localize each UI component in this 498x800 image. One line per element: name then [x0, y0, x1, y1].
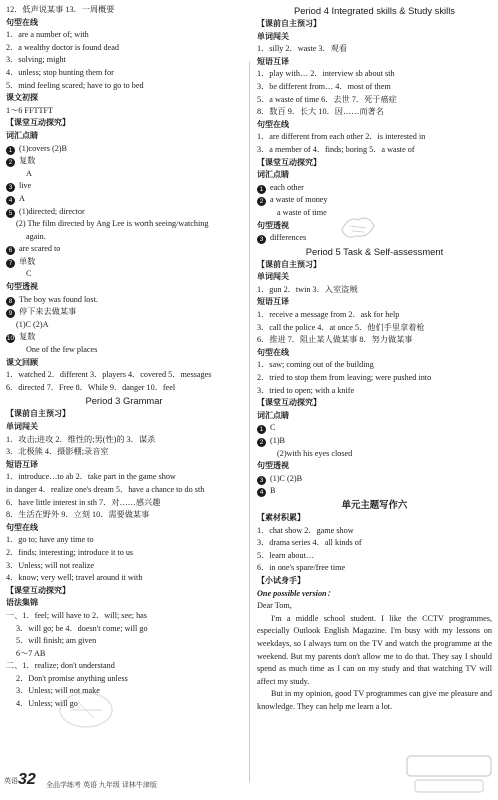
- line-text: Period 3 Grammar: [85, 395, 163, 407]
- answer-line: [257, 359, 492, 372]
- line-text: A: [26, 168, 32, 178]
- line-text: 【课堂互动探究】: [6, 118, 70, 128]
- line-text: 短语互译: [6, 459, 38, 469]
- section-bracket-heading: [257, 575, 492, 588]
- answer-line: [6, 534, 242, 547]
- watermark-icon: [58, 690, 114, 730]
- line-text: 单词闯关: [6, 422, 38, 431]
- answer-line: [6, 344, 242, 357]
- section-heading: [6, 17, 242, 30]
- line-text: 5．a waste of time 6．去世 7．死于癌症: [257, 94, 397, 104]
- answer-line: [6, 685, 242, 698]
- line-text: in danger 4．realize one's dream 5．have a chance to do sth: [6, 484, 205, 494]
- section-bracket-heading: [257, 512, 492, 525]
- answer-line: [257, 525, 492, 538]
- item-number-badge: 1: [257, 185, 266, 194]
- answer-line: [257, 182, 492, 195]
- answer-line: [6, 4, 242, 17]
- line-text: 6～7 AB: [16, 648, 46, 658]
- answer-line: [257, 144, 492, 157]
- line-text: 句型在线: [6, 522, 38, 532]
- line-text: One possible version：: [257, 588, 335, 598]
- answer-line: [257, 106, 492, 119]
- answer-line: [257, 385, 492, 398]
- line-text: again.: [26, 231, 46, 241]
- line-text: A: [19, 193, 25, 203]
- line-text: 12．低声说某事 13．一周概要: [6, 5, 115, 14]
- answer-line: [257, 435, 492, 448]
- answer-line: [257, 422, 492, 435]
- section-heading: [6, 357, 242, 370]
- item-number-badge: 5: [6, 209, 15, 218]
- answer-line: [6, 382, 242, 395]
- line-text: 1．watched 2．different 3．players 4．covered 5．messages: [6, 370, 212, 380]
- answer-line: [6, 193, 242, 206]
- line-text: 3．solving; might: [6, 55, 66, 65]
- item-number-badge: 1: [6, 146, 15, 155]
- item-number-badge: 2: [257, 197, 266, 206]
- line-text: a waste of time: [277, 207, 327, 217]
- line-text: 一、1．feel; will have to 2．will; see; has: [6, 610, 147, 620]
- section-heading: [257, 410, 492, 423]
- line-text: (1)B: [270, 436, 286, 445]
- line-text: 2．a wealthy doctor is found dead: [6, 42, 120, 52]
- answer-line: [6, 218, 242, 231]
- line-text: 5．mind feeling scared; have to go to bed: [6, 80, 144, 90]
- line-text: C: [270, 423, 276, 433]
- line-text: 课文初探: [6, 93, 38, 103]
- line-text: 1．攻击;进攻 2．维性的;男(性)的 3．谋杀: [6, 434, 156, 444]
- answer-line: [6, 623, 242, 636]
- answer-line: [6, 294, 242, 307]
- answer-line: [257, 600, 492, 613]
- answer-line: [6, 673, 242, 686]
- line-text: 3．Unless; will not realize: [6, 560, 94, 570]
- answer-line: [6, 471, 242, 484]
- item-number-badge: 1: [257, 425, 266, 434]
- answer-line: [257, 284, 492, 297]
- section-bracket-heading: [257, 397, 492, 410]
- section-heading: [257, 56, 492, 69]
- answer-line: [6, 698, 242, 711]
- line-text: 2．Don't promise anything unless: [16, 673, 128, 683]
- line-text: 3．drama series 4．all kinds of: [257, 538, 362, 548]
- line-text: 句型透视: [257, 461, 289, 471]
- line-text: 句型透视: [6, 282, 38, 292]
- line-text: 8．数百 9．长大 10．因……而著名: [257, 107, 384, 117]
- right-column: [257, 4, 492, 713]
- line-text: 4．Unless; will go: [16, 699, 78, 709]
- answer-line: [6, 660, 242, 673]
- line-text: 复数: [19, 332, 36, 342]
- line-text: 1．saw; coming out of the building: [257, 360, 374, 370]
- line-text: B: [270, 486, 276, 496]
- line-text: 2．tried to stop them from leaving; were pushed into: [257, 373, 432, 383]
- answer-line: [257, 485, 492, 498]
- letter-paragraph: I'm a middle school student. I like the CCTV programmes, especially Outlook English Magazine. I'm busy with my lessons on weekdays, so I always turn on the TV and watch the programme at the weekend. But my parents don't allow me to do that. They say I should spend as much time as I can on my study and that watching TV will affect my study.: [257, 613, 492, 686]
- answer-line: [6, 206, 242, 219]
- answer-line: [257, 309, 492, 322]
- period-title: [257, 4, 492, 18]
- answer-line: [6, 42, 242, 55]
- line-text: 1．receive a message from 2．ask for help: [257, 310, 400, 320]
- book-title: 全品学练考 英语 九年级 译林牛津版: [46, 782, 157, 789]
- period-title: [257, 245, 492, 259]
- line-text: (2) The film directed by Ang Lee is worth seeing/watching: [16, 219, 209, 229]
- section-heading: [6, 522, 242, 535]
- line-text: 二、1．realize; don't understand: [6, 661, 115, 671]
- item-number-badge: 2: [257, 438, 266, 447]
- answer-line: [6, 434, 242, 447]
- item-number-badge: 3: [6, 183, 15, 192]
- line-text: 1～6 FFTTFT: [6, 105, 54, 115]
- answer-line: [6, 331, 242, 344]
- section-heading: [6, 281, 242, 294]
- answer-line: [6, 369, 242, 382]
- line-text: 课文回顾: [6, 357, 38, 367]
- answer-line: [6, 446, 242, 459]
- answer-line: [257, 334, 492, 347]
- line-text: 【素材积累】: [257, 512, 305, 522]
- line-text: are scared to: [19, 244, 61, 254]
- line-text: Dear Tom,: [257, 601, 292, 611]
- answer-line: [257, 448, 492, 461]
- page-footer: [4, 771, 494, 794]
- line-text: 8．生活在野外 9．立刻 10．需要做某事: [6, 510, 150, 520]
- answer-line: [6, 231, 242, 244]
- line-text: 【课前自主预习】: [257, 19, 321, 28]
- line-text: 【课堂互动探究】: [257, 398, 321, 408]
- section-heading: [257, 347, 492, 360]
- line-text: 【课堂互动探究】: [6, 585, 70, 595]
- section-heading: [6, 421, 242, 434]
- answer-line: [257, 562, 492, 575]
- page-number: 32: [18, 771, 36, 788]
- section-heading: [257, 119, 492, 132]
- section-bracket-heading: [6, 117, 242, 130]
- answer-line: [6, 509, 242, 522]
- answer-line: [6, 80, 242, 93]
- line-text: 【课前自主预习】: [257, 259, 321, 269]
- period-title: [257, 498, 492, 512]
- line-text: C: [26, 269, 32, 279]
- answer-line: [6, 560, 242, 573]
- section-bracket-heading: [6, 408, 242, 421]
- line-text: 词汇点睛: [257, 410, 289, 420]
- line-text: 1．go to; have any time to: [6, 535, 94, 545]
- column-divider: [249, 62, 250, 782]
- item-number-badge: 8: [6, 297, 15, 306]
- section-heading: [6, 459, 242, 472]
- answer-line: [6, 180, 242, 193]
- item-number-badge: 4: [6, 196, 15, 205]
- line-text: 4．unless; stop hunting them for: [6, 67, 114, 77]
- line-text: 1．chat show 2．game show: [257, 525, 354, 535]
- section-heading: [6, 130, 242, 143]
- line-text: 句型透视: [257, 220, 289, 230]
- letter-paragraph: But in my opinion, good TV programmes can give me pleasure and knowledge. They can help me learn a lot.: [257, 689, 492, 711]
- answer-line: [6, 67, 242, 80]
- line-text: 1．are a number of; with: [6, 30, 89, 40]
- answer-line: [6, 29, 242, 42]
- answer-line: [6, 306, 242, 319]
- answer-line: [6, 268, 242, 281]
- line-text: 【课堂互动探究】: [257, 157, 321, 167]
- line-text: 6．推进 7．阻止某人做某事 8．努力做某事: [257, 335, 413, 345]
- answer-line: [6, 256, 242, 269]
- answer-line: [6, 243, 242, 256]
- line-text: 停下来去做某事: [19, 307, 77, 317]
- line-text: 3．Unless; will not make: [16, 686, 100, 696]
- line-text: 3．tried to open; with a knife: [257, 385, 355, 395]
- section-bracket-heading: [257, 157, 492, 170]
- answer-line: [6, 54, 242, 67]
- answer-line: [257, 43, 492, 56]
- line-text: One of the few places: [26, 345, 98, 355]
- item-number-badge: 2: [6, 158, 15, 167]
- line-text: 6．directed 7．Free 8．While 9．danger 10．feel: [6, 382, 176, 392]
- answer-line: [257, 94, 492, 107]
- line-text: 【课前自主预习】: [6, 409, 70, 419]
- answer-line: [6, 497, 242, 510]
- answer-line: [6, 168, 242, 181]
- answer-line: [6, 610, 242, 623]
- section-heading: [257, 460, 492, 473]
- answer-line: [257, 537, 492, 550]
- line-text: each other: [270, 182, 304, 192]
- answer-line: [6, 319, 242, 332]
- section-bracket-heading: [6, 585, 242, 598]
- period-title: [6, 394, 242, 408]
- line-text: 3．will go; be 4．doesn't come; will go: [16, 623, 148, 633]
- section-heading: [6, 92, 242, 105]
- answer-line: [6, 572, 242, 585]
- answer-line: [257, 81, 492, 94]
- answer-line: [6, 635, 242, 648]
- answer-line: [257, 588, 492, 601]
- line-text: The boy was found lost.: [19, 294, 98, 304]
- answer-line: [257, 194, 492, 207]
- line-text: (1)covers (2)B: [19, 143, 67, 153]
- line-text: 6．in one's spare/free time: [257, 563, 346, 573]
- line-text: 单数: [19, 256, 36, 266]
- answer-line: [6, 105, 242, 118]
- hand-drawn-stamp-icon: [338, 212, 378, 242]
- section-heading: [257, 271, 492, 284]
- answer-line: [257, 131, 492, 144]
- line-text: 句型在线: [257, 119, 289, 129]
- line-text: (1)directed; director: [19, 206, 85, 216]
- line-text: 3．北极熊 4．摄影棚;录音室: [6, 447, 109, 457]
- line-text: 词汇点睛: [6, 130, 38, 140]
- line-text: 单词闯关: [257, 31, 289, 41]
- answer-line: [257, 473, 492, 486]
- line-text: 1．silly 2．waste 3．观看: [257, 44, 348, 54]
- line-text: a waste of money: [270, 195, 328, 205]
- answer-line: [257, 372, 492, 385]
- item-number-badge: 3: [257, 476, 266, 485]
- line-text: 单元主题写作六: [341, 498, 408, 510]
- line-text: 3．call the police 4．at once 5．他们手里拿着枪: [257, 322, 425, 332]
- line-text: Period 5 Task & Self-assessment: [305, 245, 444, 257]
- line-text: 语法集锦: [6, 598, 38, 608]
- line-text: Period 4 Integrated skills & Study skills: [293, 5, 455, 16]
- item-number-badge: 10: [6, 335, 15, 343]
- item-number-badge: 4: [257, 488, 266, 497]
- line-text: 5．will finish; am given: [16, 636, 97, 646]
- line-text: 1．are different from each other 2．is interested in: [257, 132, 426, 142]
- subject-badge: 英语: [4, 778, 18, 785]
- line-text: 2．finds; interesting; introduce it to us: [6, 547, 134, 557]
- line-text: 1．play with… 2．interview sb about sth: [257, 69, 395, 79]
- item-number-badge: 9: [6, 309, 15, 318]
- section-bracket-heading: [257, 259, 492, 272]
- line-text: (2)with his eyes closed: [277, 448, 353, 458]
- line-text: 句型在线: [6, 17, 38, 27]
- line-text: 5．learn about…: [257, 550, 315, 560]
- line-text: 句型在线: [257, 347, 289, 357]
- section-heading: [257, 296, 492, 309]
- left-column: [6, 4, 242, 711]
- line-text: 单词闯关: [257, 272, 289, 282]
- item-number-badge: 7: [6, 259, 15, 268]
- line-text: 6．have little interest in sth 7．对……感兴趣: [6, 497, 161, 507]
- line-text: (1)C (2)B: [270, 473, 303, 483]
- answer-line: [6, 547, 242, 560]
- line-text: 1．introduce…to ab 2．take part in the game show: [6, 472, 176, 482]
- line-text: 短语互译: [257, 297, 289, 307]
- line-text: 3．a member of 4．finds; boring 5．a waste of: [257, 144, 415, 154]
- item-number-badge: 3: [257, 235, 266, 244]
- line-text: 词汇点睛: [257, 170, 289, 180]
- answer-line: [6, 155, 242, 168]
- line-text: 4．know; very well; travel around it with: [6, 573, 143, 583]
- section-heading: [257, 31, 492, 44]
- section-heading: [257, 169, 492, 182]
- answer-line: [6, 484, 242, 497]
- line-text: 3．be different from… 4．most of them: [257, 81, 391, 91]
- section-heading: [6, 597, 242, 610]
- line-text: 短语互译: [257, 56, 289, 66]
- line-text: differences: [270, 233, 307, 243]
- answer-line: [257, 550, 492, 563]
- line-text: live: [19, 181, 32, 191]
- line-text: 复数: [19, 156, 36, 166]
- answer-line: [257, 68, 492, 81]
- line-text: 1．gun 2．twin 3．入室盗贼: [257, 284, 358, 294]
- answer-line: [257, 322, 492, 335]
- answer-line: [6, 648, 242, 661]
- item-number-badge: 6: [6, 246, 15, 255]
- section-bracket-heading: [257, 18, 492, 31]
- line-text: 【小试身手】: [257, 575, 305, 585]
- answer-line: [6, 143, 242, 156]
- line-text: (1)C (2)A: [16, 319, 49, 329]
